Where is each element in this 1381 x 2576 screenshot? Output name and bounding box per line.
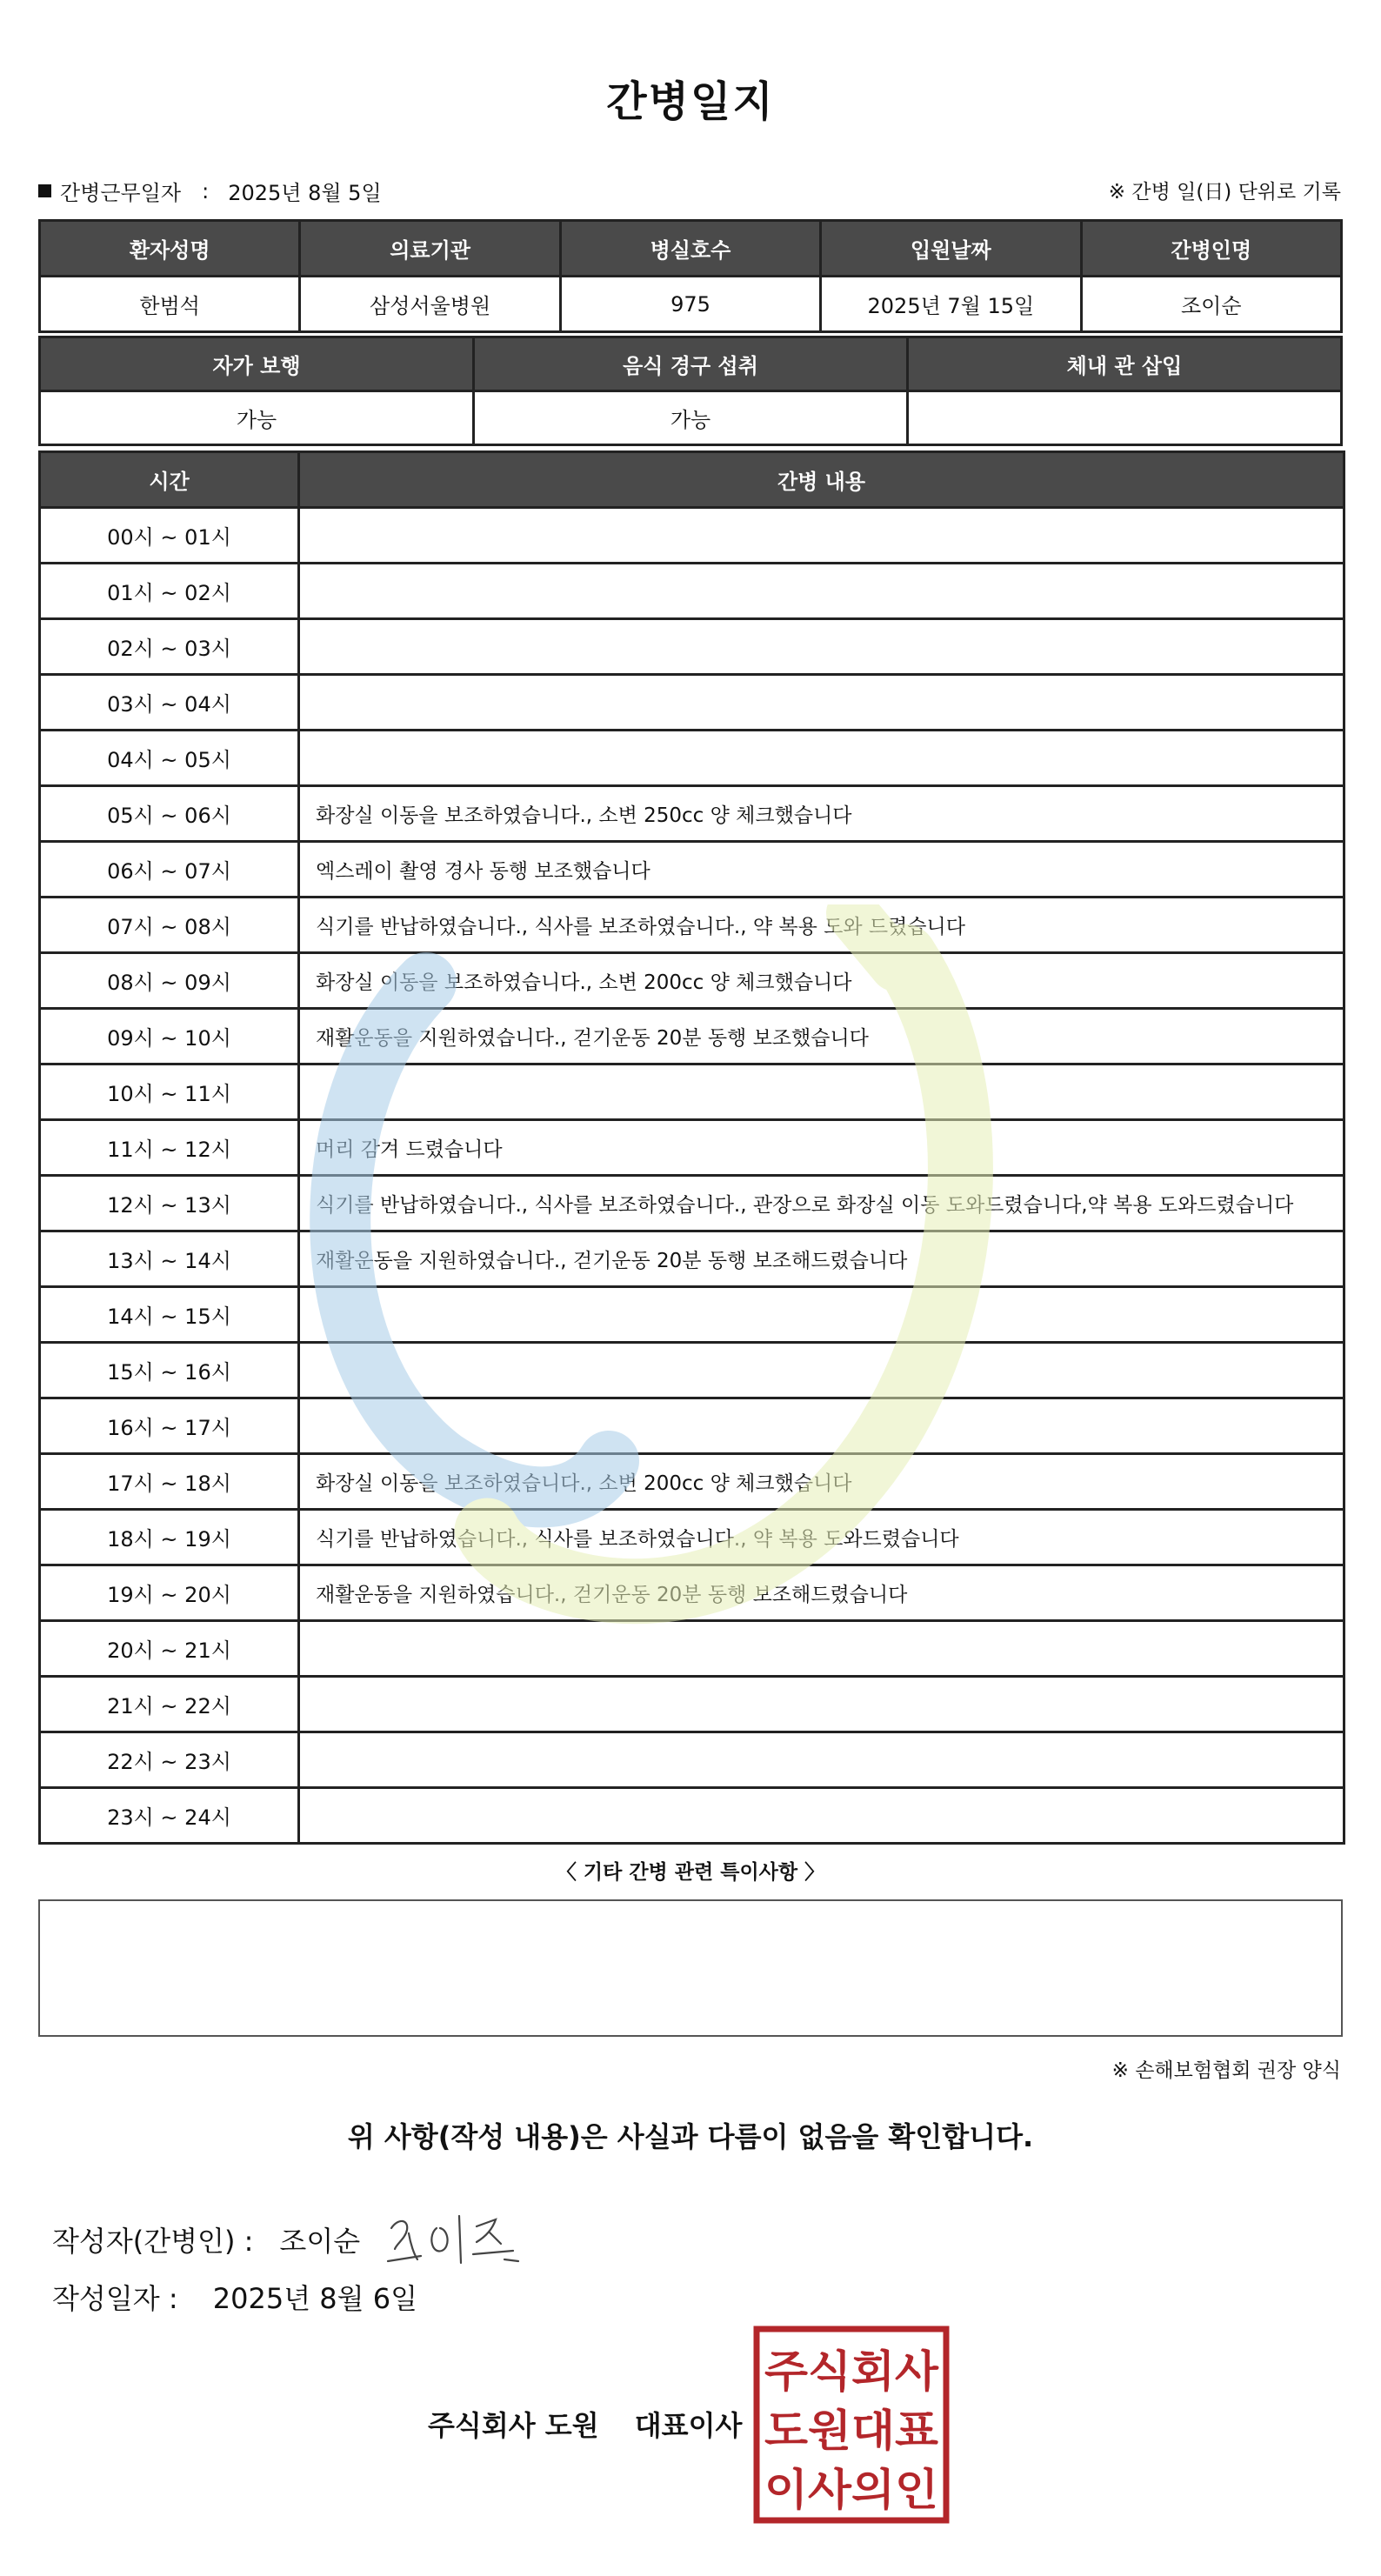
care-log-content: 재활운동을 지원하였습니다., 걷기운동 20분 동행 보조해드렸습니다 — [299, 1231, 1344, 1287]
care-log-content: 재활운동을 지원하였습니다., 걷기운동 20분 동행 보조했습니다 — [299, 1009, 1344, 1064]
care-log-time: 04시 ~ 05시 — [40, 731, 299, 786]
header-self-walking: 자가 보행 — [40, 337, 474, 391]
care-log-content: 식기를 반납하였습니다., 식사를 보조하였습니다., 약 복용 도와 드렸습니다 — [299, 898, 1344, 953]
care-log-row — [40, 898, 1344, 953]
seal-line-2: 도원대표 — [764, 2406, 939, 2456]
care-log-body — [40, 508, 1344, 1844]
header-tube-insertion: 체내 관 삽입 — [908, 337, 1342, 391]
care-log-row — [40, 675, 1344, 731]
patient-status-value-row — [40, 391, 1342, 445]
care-log-row — [40, 1287, 1344, 1343]
care-log-content: 식기를 반납하였습니다., 식사를 보조하였습니다., 관장으로 화장실 이동 도와드렸습니다,약 복용 도와드렸습니다 — [299, 1176, 1344, 1231]
care-log-time: 05시 ~ 06시 — [40, 786, 299, 842]
self-walking-value: 가능 — [40, 391, 474, 445]
care-log-time: 20시 ~ 21시 — [40, 1621, 299, 1677]
care-log-content: 화장실 이동을 보조하였습니다., 소변 200cc 양 체크했습니다 — [299, 953, 1344, 1009]
header-oral-intake: 음식 경구 섭취 — [474, 337, 908, 391]
header-admission-date: 입원날짜 — [821, 221, 1081, 277]
writer-label: 작성자(간병인) : — [52, 2225, 254, 2258]
care-log-content: 재활운동을 지원하였습니다., 걷기운동 20분 동행 보조해드렸습니다 — [299, 1565, 1344, 1621]
care-log-time: 15시 ~ 16시 — [40, 1343, 299, 1398]
company-name: 주식회사 도원 — [428, 2409, 599, 2442]
patient-status-header-row — [40, 337, 1342, 391]
work-date-label: 간병근무일자 — [60, 181, 182, 205]
care-log-content: 식기를 반납하였습니다., 식사를 보조하였습니다., 약 복용 도와드렸습니다 — [299, 1510, 1344, 1565]
care-log-content — [299, 1343, 1344, 1398]
care-log-time: 16시 ~ 17시 — [40, 1398, 299, 1454]
header-patient-name: 환자성명 — [40, 221, 300, 277]
care-log-content: 엑스레이 촬영 경사 동행 보조했습니다 — [299, 842, 1344, 898]
tube-insertion-value — [908, 391, 1342, 445]
care-log-time: 08시 ~ 09시 — [40, 953, 299, 1009]
written-date-label: 작성일자 : — [52, 2282, 178, 2315]
care-log-time: 01시 ~ 02시 — [40, 564, 299, 619]
care-log-time: 02시 ~ 03시 — [40, 619, 299, 675]
company-representative: 대표이사 — [634, 2409, 743, 2442]
care-log-content — [299, 619, 1344, 675]
patient-info-value-row — [40, 277, 1342, 332]
patient-info-table — [38, 219, 1343, 333]
seal-line-3: 이사의인 — [764, 2465, 938, 2515]
care-log-content — [299, 1287, 1344, 1343]
care-log-row — [40, 1343, 1344, 1398]
seal-line-1: 주식회사 — [764, 2346, 939, 2397]
caregiver-name: 조이순 — [1081, 277, 1341, 332]
care-log-row — [40, 1176, 1344, 1231]
care-log-row — [40, 1398, 1344, 1454]
confirmation-statement: 위 사항(작성 내용)은 사실과 다름이 없음을 확인합니다. — [347, 2120, 1034, 2153]
care-log-content: 화장실 이동을 보조하였습니다., 소변 250cc 양 체크했습니다 — [299, 786, 1344, 842]
care-log-time: 06시 ~ 07시 — [40, 842, 299, 898]
work-date-value: 2025년 8월 5일 — [228, 181, 382, 205]
care-log-content — [299, 1677, 1344, 1732]
special-notes-title: 〈 기타 간병 관련 특이사항 〉 — [556, 1861, 825, 1884]
company-seal-stamp — [753, 2326, 950, 2524]
care-log-time: 19시 ~ 20시 — [40, 1565, 299, 1621]
care-log-time: 13시 ~ 14시 — [40, 1231, 299, 1287]
header-time: 시간 — [40, 452, 299, 508]
patient-name: 한범석 — [40, 277, 300, 332]
care-log-time: 03시 ~ 04시 — [40, 675, 299, 731]
care-log-row — [40, 508, 1344, 564]
care-log-row — [40, 1732, 1344, 1788]
patient-info-header-row — [40, 221, 1342, 277]
care-log-row — [40, 1009, 1344, 1064]
care-log-row — [40, 1231, 1344, 1287]
care-log-row — [40, 619, 1344, 675]
care-log-table — [38, 450, 1345, 1845]
care-log-time: 14시 ~ 15시 — [40, 1287, 299, 1343]
care-log-row — [40, 1510, 1344, 1565]
record-unit-note: ※ 간병 일(日) 단위로 기록 — [1108, 181, 1341, 204]
care-log-content — [299, 1398, 1344, 1454]
care-log-time: 10시 ~ 11시 — [40, 1064, 299, 1120]
care-log-content: 머리 감겨 드렸습니다 — [299, 1120, 1344, 1176]
company-signature-line — [428, 2404, 742, 2444]
care-log-row — [40, 564, 1344, 619]
writer-name: 조이순 — [279, 2225, 361, 2258]
care-log-content — [299, 675, 1344, 731]
header-hospital: 의료기관 — [300, 221, 560, 277]
work-date-separator: : — [202, 178, 210, 204]
care-log-row — [40, 731, 1344, 786]
care-log-row — [40, 1064, 1344, 1120]
care-log-time: 23시 ~ 24시 — [40, 1788, 299, 1844]
care-log-row — [40, 1565, 1344, 1621]
written-date-line — [52, 2277, 417, 2317]
care-log-row — [40, 1788, 1344, 1844]
care-log-content — [299, 564, 1344, 619]
handwritten-signature — [383, 2209, 530, 2270]
care-log-header-row — [40, 452, 1344, 508]
care-log-time: 18시 ~ 19시 — [40, 1510, 299, 1565]
writer-line — [52, 2209, 530, 2270]
care-log-time: 07시 ~ 08시 — [40, 898, 299, 953]
hospital-name: 삼성서울병원 — [300, 277, 560, 332]
header-caregiver-name: 간병인명 — [1081, 221, 1341, 277]
care-log-time: 22시 ~ 23시 — [40, 1732, 299, 1788]
room-number: 975 — [560, 277, 820, 332]
care-log-time: 00시 ~ 01시 — [40, 508, 299, 564]
care-log-time: 12시 ~ 13시 — [40, 1176, 299, 1231]
care-log-time: 17시 ~ 18시 — [40, 1454, 299, 1510]
special-notes-box — [38, 1899, 1343, 2037]
care-log-content — [299, 1788, 1344, 1844]
oral-intake-value: 가능 — [474, 391, 908, 445]
care-log-row — [40, 1454, 1344, 1510]
care-log-row — [40, 842, 1344, 898]
work-date — [38, 176, 382, 206]
care-log-row — [40, 1677, 1344, 1732]
care-log-time: 09시 ~ 10시 — [40, 1009, 299, 1064]
care-log-content — [299, 1732, 1344, 1788]
care-log-row — [40, 1120, 1344, 1176]
care-log-content — [299, 731, 1344, 786]
care-log-row — [40, 953, 1344, 1009]
care-log-content — [299, 508, 1344, 564]
care-log-row — [40, 1621, 1344, 1677]
care-log-content: 화장실 이동을 보조하였습니다., 소변 200cc 양 체크했습니다 — [299, 1454, 1344, 1510]
admission-date: 2025년 7월 15일 — [821, 277, 1081, 332]
header-care-content: 간병 내용 — [299, 452, 1344, 508]
header-room-number: 병실호수 — [560, 221, 820, 277]
care-log-time: 11시 ~ 12시 — [40, 1120, 299, 1176]
care-log-content — [299, 1621, 1344, 1677]
care-log-content — [299, 1064, 1344, 1120]
association-note: ※ 손해보험협회 권장 양식 — [1111, 2059, 1341, 2082]
written-date-value: 2025년 8월 6일 — [212, 2282, 418, 2315]
document-title: 간병일지 — [606, 77, 775, 126]
care-log-time: 21시 ~ 22시 — [40, 1677, 299, 1732]
square-bullet-icon — [38, 184, 51, 197]
care-log-row — [40, 786, 1344, 842]
patient-status-table — [38, 336, 1343, 446]
